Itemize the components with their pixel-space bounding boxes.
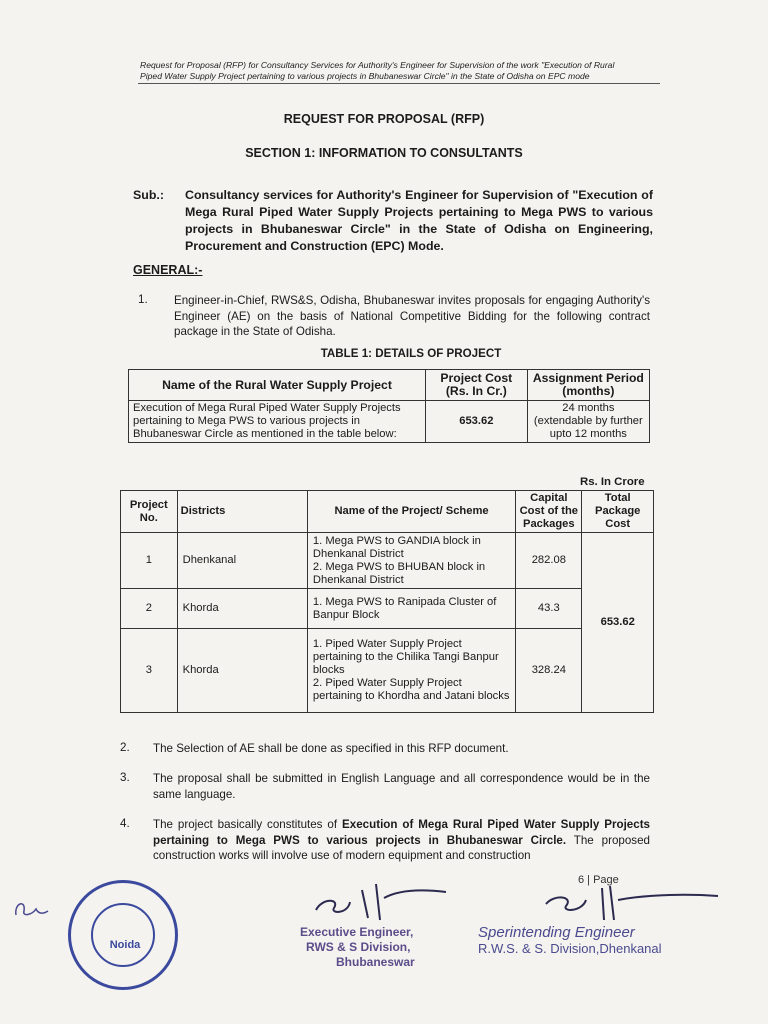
general-heading: GENERAL:-	[133, 263, 203, 277]
table-cell: 24 months (extendable by further upto 12 months	[527, 401, 649, 443]
total-cost-cell: 653.62	[582, 533, 654, 713]
para-4-text	[153, 817, 650, 864]
left-signatory-title: Executive Engineer,	[300, 925, 414, 939]
para-1-number: 1.	[138, 293, 148, 306]
page-number: 6 | Page	[578, 874, 619, 886]
main-title: REQUEST FOR PROPOSAL (RFP)	[283, 112, 485, 126]
right-signature-icon	[540, 880, 720, 922]
header-note-line2: Piped Water Supply Project pertaining to various projects in Bhubaneswar Circle" in the State of Odisha on EPC mode	[140, 71, 590, 81]
table-cell: 43.3	[516, 589, 582, 629]
table-row	[121, 629, 654, 713]
table-header: Total Package Cost	[582, 491, 654, 533]
table-cell: 1. Mega PWS to GANDIA block in Dhenkanal District 2. Mega PWS to BHUBAN block in Dhenkanal District	[307, 533, 515, 589]
header-rule	[138, 83, 660, 84]
table-cell: Khorda	[177, 629, 307, 713]
table-cell: 653.62	[425, 401, 527, 443]
table-header-row	[121, 491, 654, 533]
package-table	[120, 490, 654, 713]
right-signatory-division: R.W.S. & S. Division,Dhenkanal	[478, 941, 662, 956]
right-signatory-title: Sperintending Engineer	[478, 924, 635, 941]
left-signatory-place: Bhubaneswar	[336, 955, 415, 969]
units-label: Rs. In Crore	[580, 476, 645, 488]
subject-label: Sub.:	[133, 188, 164, 202]
table-cell: Dhenkanal	[177, 533, 307, 589]
table-header: Project No.	[121, 491, 178, 533]
table-cell: Execution of Mega Rural Piped Water Supply Projects pertaining to Mega PWS to various projects in Bhubaneswar Circle as mentioned in the table below:	[129, 401, 426, 443]
para-4-tail: The proposed construction works will involve use of modern equipment and construction	[153, 833, 650, 862]
table-row	[129, 401, 650, 443]
table-cell: Khorda	[177, 589, 307, 629]
header-note	[140, 60, 660, 82]
para-3-text: The proposal shall be submitted in English Language and all correspondence would be in the same language.	[153, 772, 650, 801]
table-cell: 328.24	[516, 629, 582, 713]
right-signatory	[478, 925, 662, 957]
para-4-number: 4.	[120, 817, 130, 830]
table-row	[121, 589, 654, 629]
header-note-line1: Request for Proposal (RFP) for Consultancy Services for Authority's Engineer for Supervision of the work "Execution of Rural	[140, 60, 615, 70]
section-title: SECTION 1: INFORMATION TO CONSULTANTS	[245, 146, 523, 160]
table-row	[121, 533, 654, 589]
table-cell: 1	[121, 533, 178, 589]
para-3-number: 3.	[120, 771, 130, 784]
stamp-inner-ring	[91, 903, 155, 967]
company-stamp	[68, 880, 178, 990]
stamp-text: Noida	[109, 939, 141, 951]
project-details-table	[128, 369, 650, 443]
table-header-row	[129, 370, 650, 401]
table-cell: 2	[121, 589, 178, 629]
table-header: Name of the Project/ Scheme	[307, 491, 515, 533]
subject-text: Consultancy services for Authority's Engineer for Supervision of "Execution of Mega Rural Piped Water Supply Projects pertaining to Mega PWS to various projects in Bhubaneswar Circle" in the State of Odisha on Engineering, Procurement and Construction (EPC) Mode.	[185, 188, 653, 253]
table-cell: 1. Mega PWS to Ranipada Cluster of Banpur Block	[307, 589, 515, 629]
para-4-lead: The project basically constitutes of	[153, 818, 343, 831]
initials-signature-icon	[12, 893, 52, 923]
para-2-number: 2.	[120, 741, 130, 754]
para-2-text: The Selection of AE shall be done as specified in this RFP document.	[153, 742, 509, 755]
left-signatory-division: RWS & S Division,	[306, 940, 411, 954]
para-4-bold: Execution of Mega Rural Piped Water Supply Projects pertaining to Mega PWS to various projects in Bhubaneswar Circle.	[153, 818, 650, 847]
table-cell: 282.08	[516, 533, 582, 589]
para-1-text: Engineer-in-Chief, RWS&S, Odisha, Bhubaneswar invites proposals for engaging Authority's Engineer (AE) on the basis of National Competitive Bidding for the following contract package in the State of Odisha.	[174, 294, 650, 338]
table-cell: 1. Piped Water Supply Project pertaining to the Chilika Tangi Banpur blocks 2. Piped Water Supply Project pertaining to Khordha and Jatani blocks	[307, 629, 515, 713]
left-signature-icon	[310, 880, 450, 922]
table-header: Assignment Period (months)	[527, 370, 649, 401]
left-signatory	[300, 925, 415, 970]
table-cell: 3	[121, 629, 178, 713]
table-header: Project Cost (Rs. In Cr.)	[425, 370, 527, 401]
table-header: Districts	[177, 491, 307, 533]
table-header: Name of the Rural Water Supply Project	[129, 370, 426, 401]
table-header: Capital Cost of the Packages	[516, 491, 582, 533]
table1-caption: TABLE 1: DETAILS OF PROJECT	[320, 347, 502, 360]
